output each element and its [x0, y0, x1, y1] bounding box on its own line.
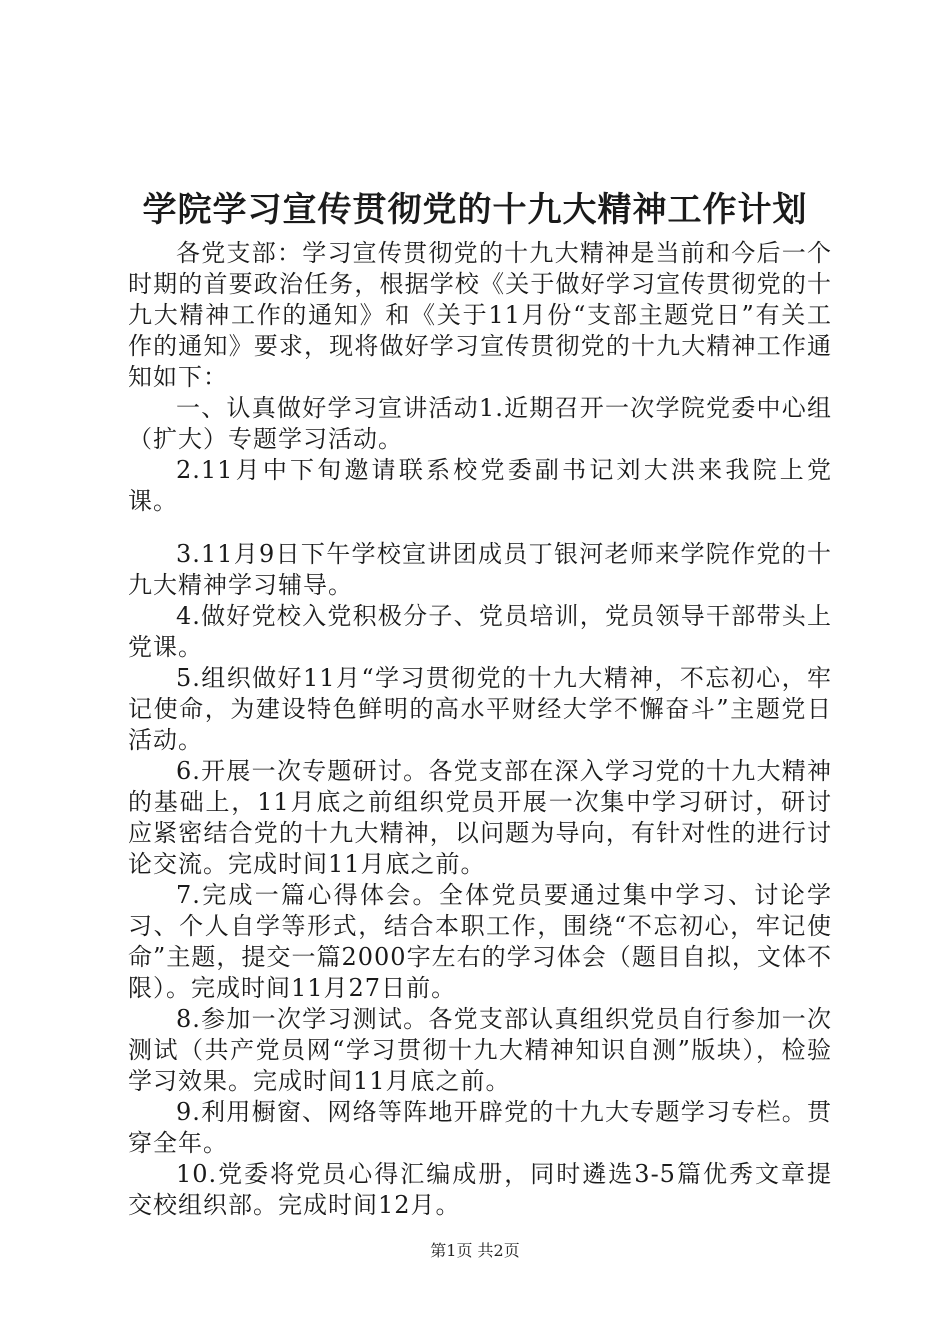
paragraph-item-2: 2.11月中下旬邀请联系校党委副书记刘大洪来我院上党课。	[128, 456, 832, 515]
paragraph-item-10: 10.党委将党员心得汇编成册，同时遴选3-5篇优秀文章提交校组织部。完成时间12月。	[128, 1160, 832, 1219]
paragraph-item-5: 5.组织做好11月“学习贯彻党的十九大精神，不忘初心，牢记使命，为建设特色鲜明的高水平财经大学不懈奋斗”主题党日活动。	[128, 664, 832, 754]
paragraph-intro: 各党支部：学习宣传贯彻党的十九大精神是当前和今后一个时期的首要政治任务，根据学校《关于做好学习宣传贯彻党的十九大精神工作的通知》和《关于11月份“支部主题党日”有关工作的通知》要求，现将做好学习宣传贯彻党的十九大精神工作通知如下：	[128, 239, 832, 391]
paragraph-item-3: 3.11月9日下午学校宣讲团成员丁银河老师来学院作党的十九大精神学习辅导。	[128, 540, 832, 599]
paragraph-item-1: 一、认真做好学习宣讲活动1.近期召开一次学院党委中心组（扩大）专题学习活动。	[128, 394, 832, 453]
paragraph-item-4: 4.做好党校入党积极分子、党员培训，党员领导干部带头上党课。	[128, 602, 832, 661]
paragraph-item-7: 7.完成一篇心得体会。全体党员要通过集中学习、讨论学习、个人自学等形式，结合本职工作，围绕“不忘初心，牢记使命”主题，提交一篇2000字左右的学习体会（题目自拟，文体不限）。完成时间11月27日前。	[128, 881, 832, 1002]
page-footer: 第1页 共2页	[430, 1241, 520, 1260]
document-title: 学院学习宣传贯彻党的十九大精神工作计划	[142, 190, 808, 230]
paragraph-item-9: 9.利用橱窗、网络等阵地开辟党的十九大专题学习专栏。贯穿全年。	[128, 1098, 832, 1157]
paragraph-item-6: 6.开展一次专题研讨。各党支部在深入学习党的十九大精神的基础上，11月底之前组织党员开展一次集中学习研讨，研讨应紧密结合党的十九大精神，以问题为导向，有针对性的进行讨论交流。完成时间11月底之前。	[128, 757, 832, 878]
document-body	[128, 238, 832, 1221]
paragraph-item-8: 8.参加一次学习测试。各党支部认真组织党员自行参加一次测试（共产党员网“学习贯彻十九大精神知识自测”版块），检验学习效果。完成时间11月底之前。	[128, 1005, 832, 1095]
